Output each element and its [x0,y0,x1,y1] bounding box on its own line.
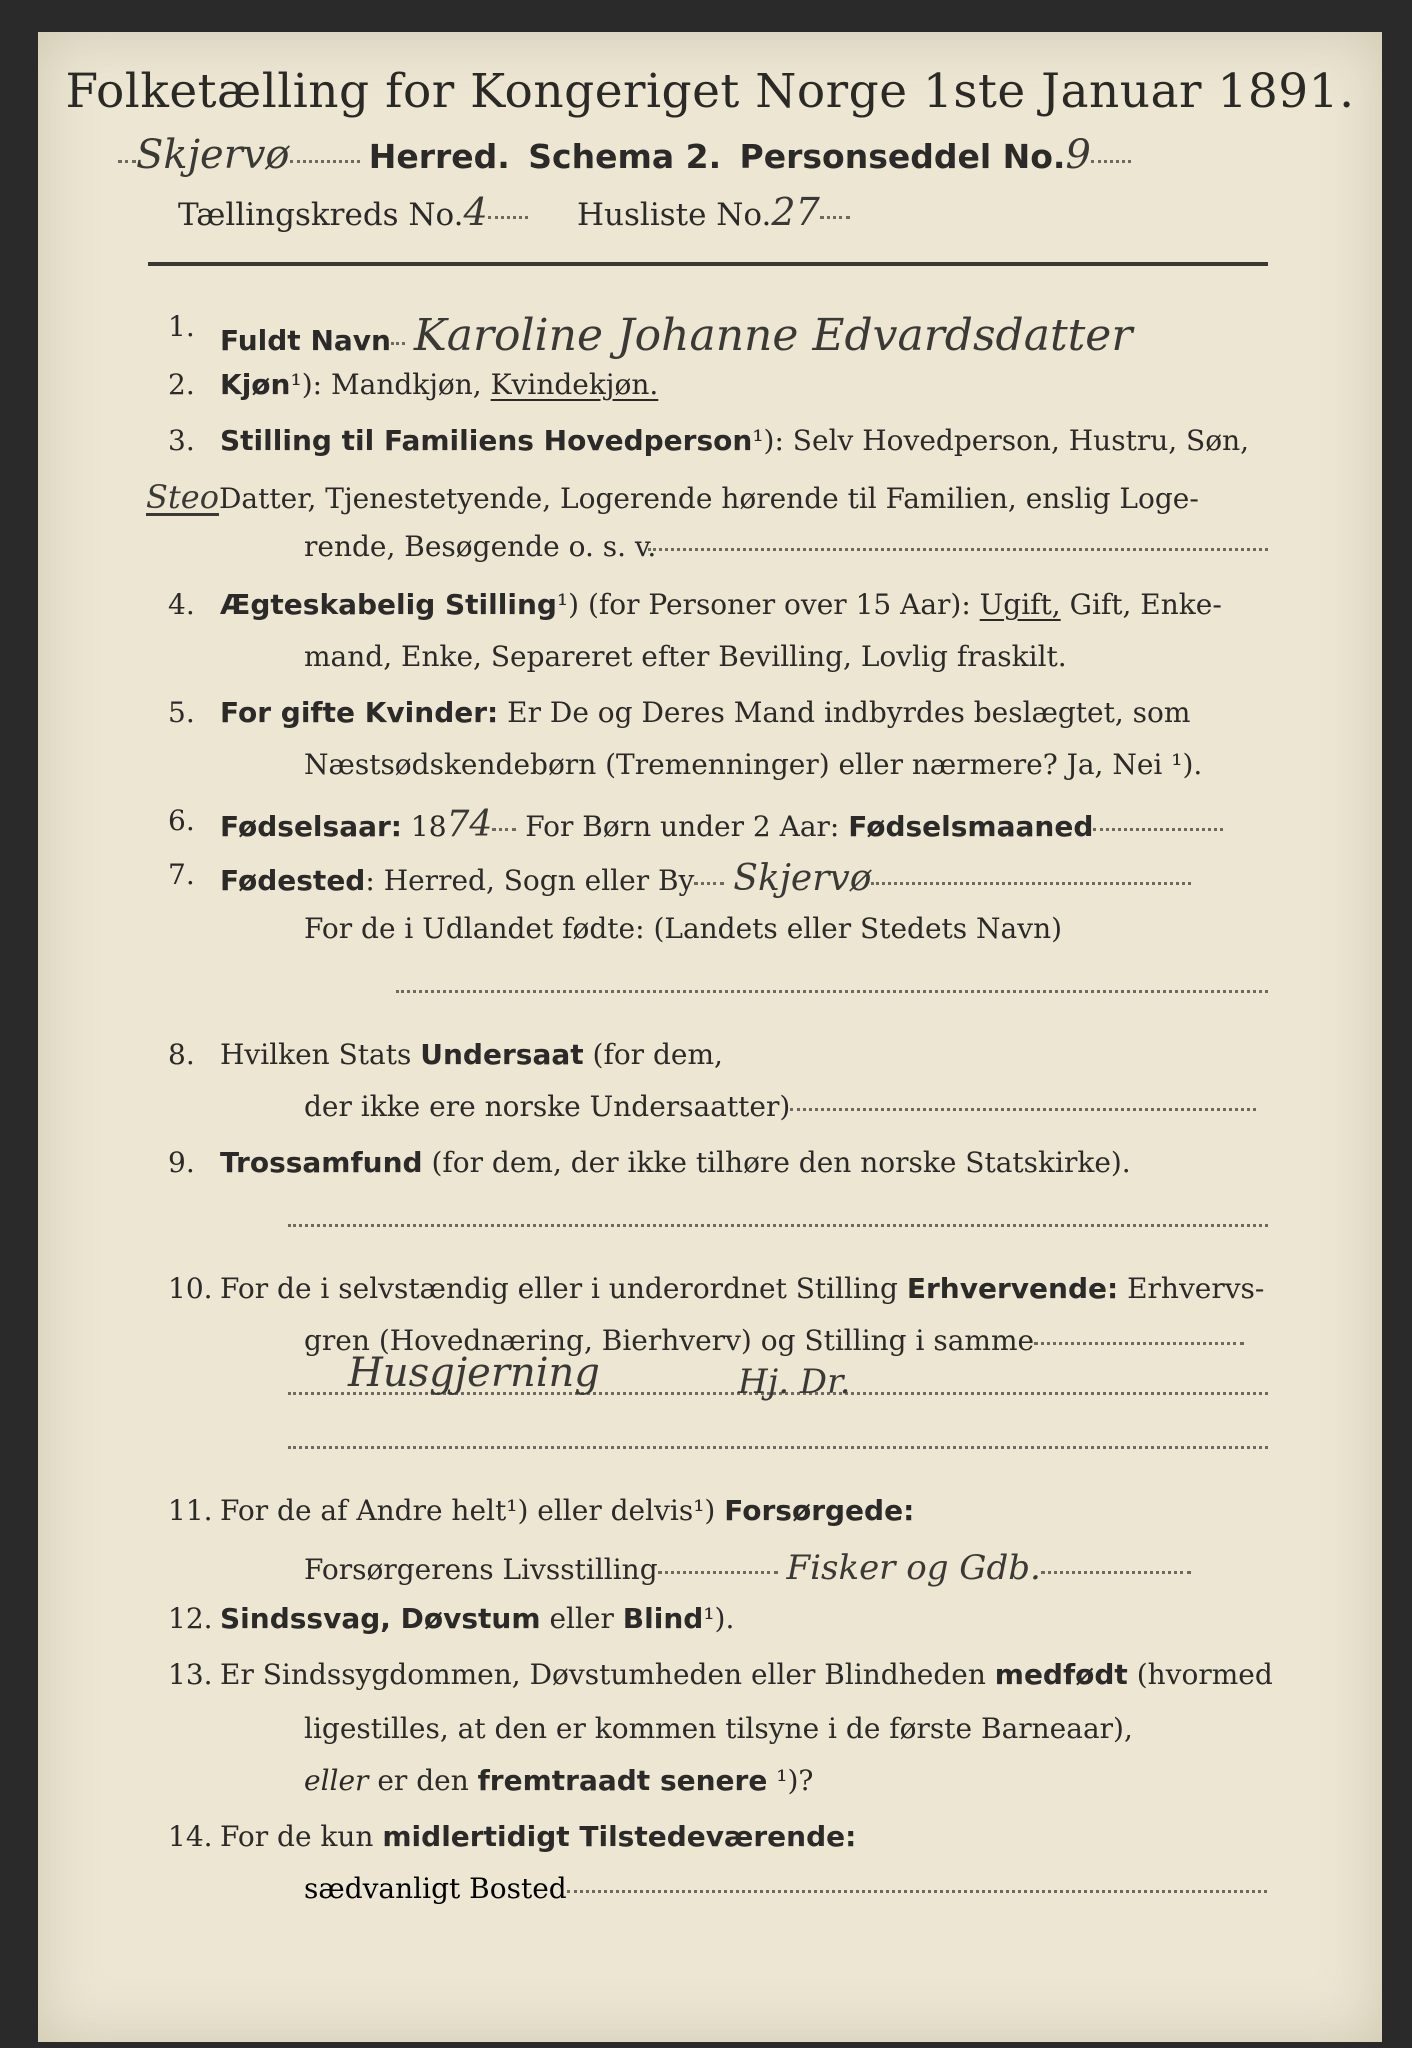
item-number: 10. [168,1272,213,1305]
item-number: 2. [168,368,195,401]
herred-label: Herred. [368,137,510,176]
personseddel-value: 9 [1065,132,1091,178]
kreds-label: Tællingskreds No. [178,197,464,233]
item-temporarily-present-line2: sædvanligt Bosted [304,1872,1267,1905]
item-congenital-line2: ligestilles, at den er kommen tilsyne i de første Barneaar), [304,1712,1133,1745]
husliste-value: 27 [771,190,820,234]
item-temporarily-present: For de kun midlertidigt Tilstedeværende: [220,1820,857,1853]
item-congenital-line3: eller er den fremtraadt senere ¹)? [304,1764,814,1797]
lower-items [38,32,1382,2042]
full-name-value: Karoline Johanne Edvardsdatter [413,310,1133,361]
item-disability: Sindssvag, Døvstum eller Blind¹). [220,1602,735,1635]
item-number: 6. [168,804,195,837]
item-congenital: Er Sindssygdommen, Døvstumheden eller Blindheden medfødt (hvormed [220,1658,1273,1691]
item-marital-status: Ægteskabelig Stilling¹) (for Personer over 15 Aar): Ugift, Gift, Enke- [220,588,1222,621]
item-number: 12. [168,1602,213,1635]
item-number: 13. [168,1658,213,1691]
item-citizenship: Hvilken Stats Undersaat (for dem, [220,1038,723,1071]
birthplace-value: Skjervø [733,858,872,899]
item-number: 11. [168,1494,213,1527]
birth-year-value: 74 [446,804,493,845]
item-family-position-line3: rende, Besøgende o. s. v. [304,530,657,563]
item-family-position: Stilling til Familiens Hovedperson¹): Selv Hovedperson, Hustru, Søn, [220,424,1250,457]
provider-value: Fisker og Gdb. [786,1548,1041,1588]
item-number: 3. [168,424,195,457]
item-married-women-line2: Næstsødskendebørn (Tremenninger) eller nærmere? Ja, Nei ¹). [304,748,1203,781]
item-citizenship-line2: der ikke ere norske Undersaatter) [304,1090,1256,1123]
personseddel-label: Personseddel No. [739,137,1066,176]
item-religion: Trossamfund (for dem, der ikke tilhøre den norske Statskirke). [220,1146,1131,1179]
item-number: 14. [168,1820,213,1853]
occupation-value: Husgjerning [348,1350,600,1396]
item-number: 5. [168,696,195,729]
husliste-label: Husliste No. [577,197,772,233]
item-full-name: Fuldt Navn Karoline Johanne Edvardsdatter [220,310,1133,361]
item-marital-line2: mand, Enke, Separeret efter Bevilling, Lovlig fraskilt. [304,640,1067,673]
marital-selected: Ugift, [979,588,1061,621]
gender-selected: Kvindekjøn. [490,368,659,401]
item-number: 9. [168,1146,195,1179]
item-occupation-line2: gren (Hovednæring, Bierhverv) og Stilling i samme [304,1324,1244,1357]
item-family-position-line2: SteoDatter, Tjenestetyende, Logerende hørende til Familien, enslig Loge- [146,478,1199,516]
item-birthplace-line2: For de i Udlandet fødte: (Landets eller Stedets Navn) [304,912,1063,945]
form-title: Folketælling for Kongeriget Norge 1ste Januar 1891. [65,64,1355,119]
kreds-value: 4 [463,190,488,234]
item-birth-year: Fødselsaar: 1874 For Børn under 2 Aar: Fødselsmaaned [220,804,1223,845]
item-number: 7. [168,858,195,891]
item-married-women: For gifte Kvinder: Er De og Deres Mand indbyrdes beslægtet, som [220,696,1191,729]
occupation-value-2: Hj. Dr. [738,1362,851,1402]
item-dependents: For de af Andre helt¹) eller delvis¹) Forsørgede: [220,1494,915,1527]
item-number: 4. [168,588,195,621]
item-dependents-line2: Forsørgerens Livsstilling Fisker og Gdb. [304,1548,1191,1588]
item-number: 8. [168,1038,195,1071]
schema-label: Schema 2. [528,137,722,176]
item-gender: Kjøn¹): Mandkjøn, Kvindekjøn. [220,368,659,401]
herred-value: Skjervø [136,132,290,178]
family-position-value: Steo [146,478,219,516]
item-number: 1. [168,310,195,343]
item-occupation: For de i selvstændig eller i underordnet Stilling Erhvervende: Erhvervs- [220,1272,1265,1305]
item-birthplace: Fødested: Herred, Sogn eller By Skjervø [220,858,1191,899]
